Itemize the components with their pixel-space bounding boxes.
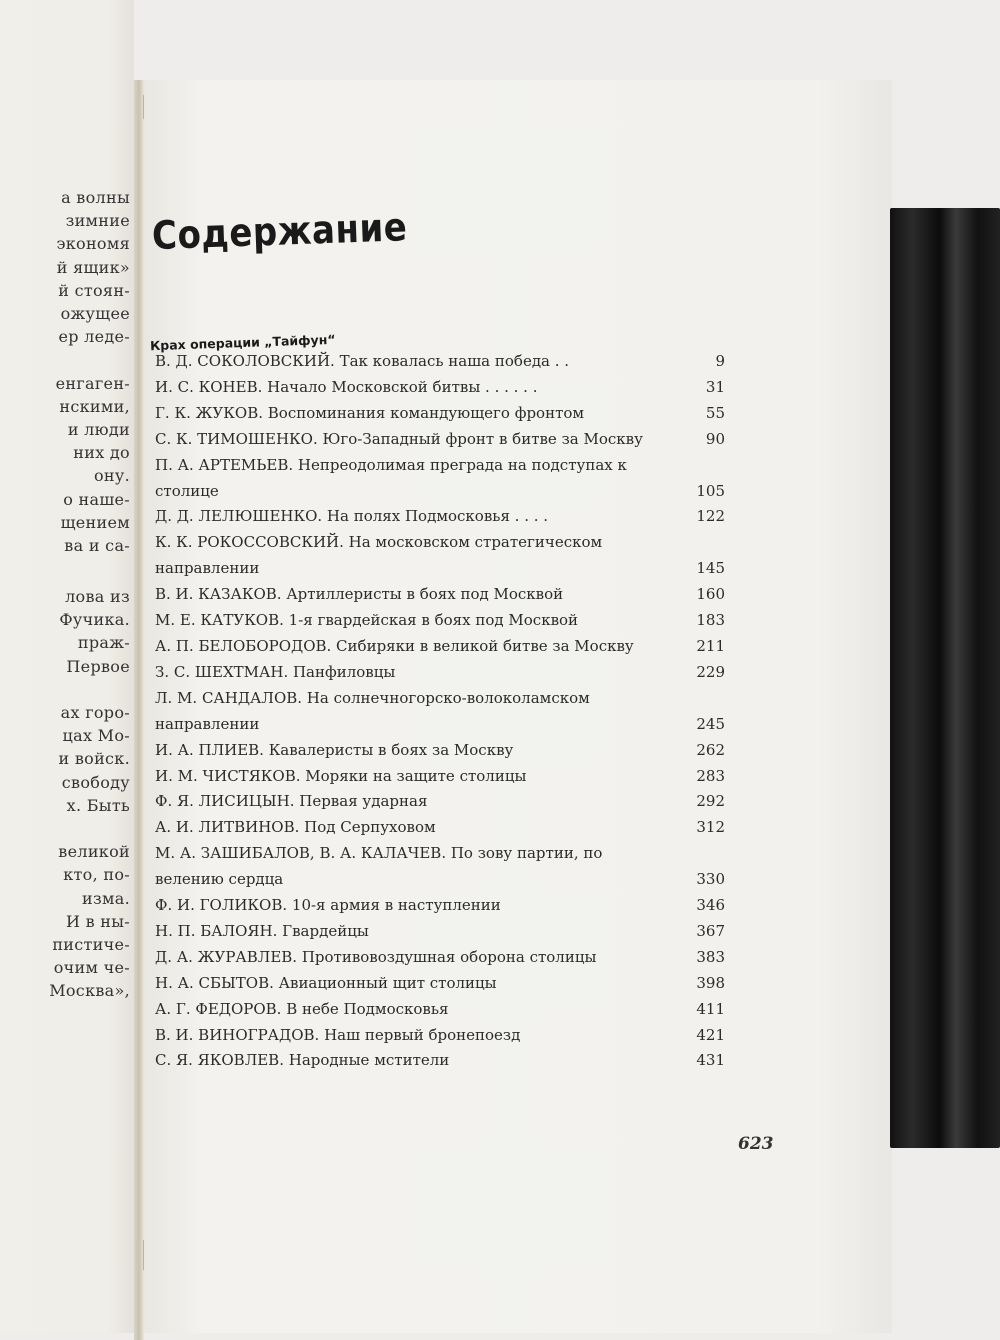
entry-page: 90 [705, 429, 725, 448]
toc-entry [155, 997, 725, 1023]
entry-page: 383 [696, 947, 725, 966]
text-line: й ящик» [56, 257, 130, 277]
toc-entry [155, 945, 725, 971]
left-page-text-top [0, 186, 130, 557]
entry-title: И. М. ЧИСТЯКОВ. Моряки на защите столицы [155, 766, 527, 785]
text-line: пистиче- [52, 935, 130, 955]
text-line [0, 348, 130, 371]
book-cover [890, 208, 1000, 1148]
toc-entry [155, 375, 725, 401]
entry-page: 145 [696, 559, 725, 578]
toc-entry [155, 919, 725, 945]
left-page [0, 0, 134, 1333]
text-line: Первое [66, 656, 130, 676]
entry-title: М. А. ЗАШИБАЛОВ, В. А. КАЛАЧЕВ. По зову партии, по велению сердца [155, 844, 603, 889]
entry-page: 398 [696, 973, 725, 992]
entry-title: И. А. ПЛИЕВ. Кавалеристы в боях за Москву [155, 740, 514, 759]
entry-title: С. Я. ЯКОВЛЕВ. Народные мстители [155, 1051, 450, 1070]
text-line: великой [58, 842, 130, 862]
text-line: кто, по- [63, 865, 130, 885]
toc-entry [155, 582, 725, 608]
toc-entry [155, 971, 725, 997]
text-line: ах горо- [60, 703, 130, 723]
toc-entry [155, 530, 725, 582]
entry-title: З. С. ШЕХТМАН. Панфиловцы [155, 662, 396, 681]
entry-page: 421 [696, 1025, 725, 1044]
entry-title: Н. А. СБЫТОВ. Авиационный щит столицы [155, 973, 497, 992]
page-number: 623 [738, 1134, 774, 1154]
entry-page: 262 [696, 740, 725, 759]
toc-entry [155, 841, 725, 893]
text-line: Москва», [49, 981, 130, 1001]
text-line: а волны [61, 188, 130, 207]
entry-page: 9 [715, 352, 725, 370]
text-line: изма. [82, 888, 130, 908]
entry-title: Д. А. ЖУРАВЛЕВ. Противовоздушная оборона столицы [155, 947, 597, 966]
text-line: ожущее [60, 304, 130, 324]
entry-title: А. И. ЛИТВИНОВ. Под Серпуховом [155, 818, 436, 837]
entry-page: 411 [696, 999, 725, 1018]
entry-page: 183 [696, 611, 725, 630]
toc-entry [155, 349, 725, 375]
text-line: лова из [65, 587, 130, 606]
entry-title: К. К. РОКОССОВСКИЙ. На московском стратегическом направлении [155, 533, 603, 578]
text-line: праж- [77, 633, 130, 653]
entry-title: А. Г. ФЕДОРОВ. В небе Подмосковья [155, 999, 449, 1018]
toc-entry [155, 660, 725, 686]
toc-entry [155, 893, 725, 919]
entry-page: 283 [696, 766, 725, 785]
text-line: зимние [65, 211, 130, 231]
entry-page: 292 [696, 792, 725, 811]
entry-title: А. П. БЕЛОБОРОДОВ. Сибиряки в великой битве за Москву [155, 636, 634, 655]
text-line: экономя [56, 234, 130, 254]
entry-page: 367 [696, 921, 725, 940]
left-page-text-bottom [0, 585, 130, 1003]
text-line: щением [60, 512, 130, 532]
text-line: ва и са- [64, 536, 130, 556]
text-line: ону. [94, 466, 130, 486]
text-line: И в ны- [65, 911, 130, 931]
text-line: й стоян- [58, 280, 130, 300]
text-line: цах Мо- [62, 726, 130, 746]
text-line [0, 678, 130, 701]
text-line: свободу [61, 772, 130, 792]
text-line: нскими, [59, 396, 130, 416]
entry-title: П. А. АРТЕМЬЕВ. Непреодолимая преграда на подступах к столице [155, 455, 627, 500]
entry-page: 245 [696, 714, 725, 733]
toc-entry [155, 764, 725, 790]
entry-page: 31 [705, 377, 725, 396]
entry-title: Ф. Я. ЛИСИЦЫН. Первая ударная [155, 792, 428, 811]
text-line [0, 817, 130, 840]
entry-title: И. С. КОНЕВ. Начало Московской битвы . . . . . . [155, 377, 538, 396]
toc-entry [155, 504, 725, 530]
entry-title: Г. К. ЖУКОВ. Воспоминания командующего фронтом [155, 403, 585, 422]
text-line: ер леде- [58, 327, 130, 347]
text-line: Фучика. [59, 610, 130, 630]
entry-title: В. И. ВИНОГРАДОВ. Наш первый бронепоезд [155, 1025, 521, 1044]
entry-title: Л. М. САНДАЛОВ. На солнечногорско-волоколамском направлении [155, 688, 590, 733]
entry-title: М. Е. КАТУКОВ. 1-я гвардейская в боях под Москвой [155, 611, 579, 630]
text-line: и войск. [58, 749, 130, 769]
entry-title: В. Д. СОКОЛОВСКИЙ. Так ковалась наша победа . . [155, 352, 570, 370]
entry-title: Ф. И. ГОЛИКОВ. 10-я армия в наступлении [155, 896, 501, 915]
text-line: енгаген- [55, 373, 130, 393]
entry-page: 431 [696, 1051, 725, 1070]
entry-page: 229 [696, 662, 725, 681]
text-line: х. Быть [66, 795, 130, 815]
page-title: Содержание [151, 204, 409, 260]
entry-page: 312 [696, 818, 725, 837]
book-gutter [134, 80, 144, 1340]
toc-entry [155, 427, 725, 453]
toc-entry [155, 738, 725, 764]
entry-page: 330 [696, 870, 725, 889]
entry-page: 211 [696, 636, 725, 655]
section-heading: Крах операции „Тайфун“ [149, 331, 336, 354]
entry-page: 122 [696, 507, 725, 526]
toc-entry [155, 789, 725, 815]
text-line: них до [73, 443, 130, 463]
toc-entry [155, 815, 725, 841]
entry-page: 55 [705, 403, 725, 422]
toc-entry [155, 453, 725, 505]
text-line: очим че- [53, 958, 130, 978]
toc-entry [155, 1023, 725, 1049]
entry-page: 160 [696, 585, 725, 604]
toc-entry [155, 634, 725, 660]
table-of-contents [155, 349, 725, 1074]
entry-page: 346 [696, 896, 725, 915]
text-line: и люди [67, 420, 130, 440]
entry-page: 105 [696, 481, 725, 500]
toc-entry [155, 1048, 725, 1074]
entry-title: Д. Д. ЛЕЛЮШЕНКО. На полях Подмосковья . . . . [155, 507, 549, 526]
entry-title: Н. П. БАЛОЯН. Гвардейцы [155, 921, 369, 940]
toc-entry [155, 608, 725, 634]
entry-title: С. К. ТИМОШЕНКО. Юго-Западный фронт в битве за Москву [155, 429, 643, 448]
entry-title: В. И. КАЗАКОВ. Артиллеристы в боях под Москвой [155, 585, 564, 604]
text-line: о наше- [63, 489, 130, 509]
toc-entry [155, 401, 725, 427]
toc-entry [155, 686, 725, 738]
